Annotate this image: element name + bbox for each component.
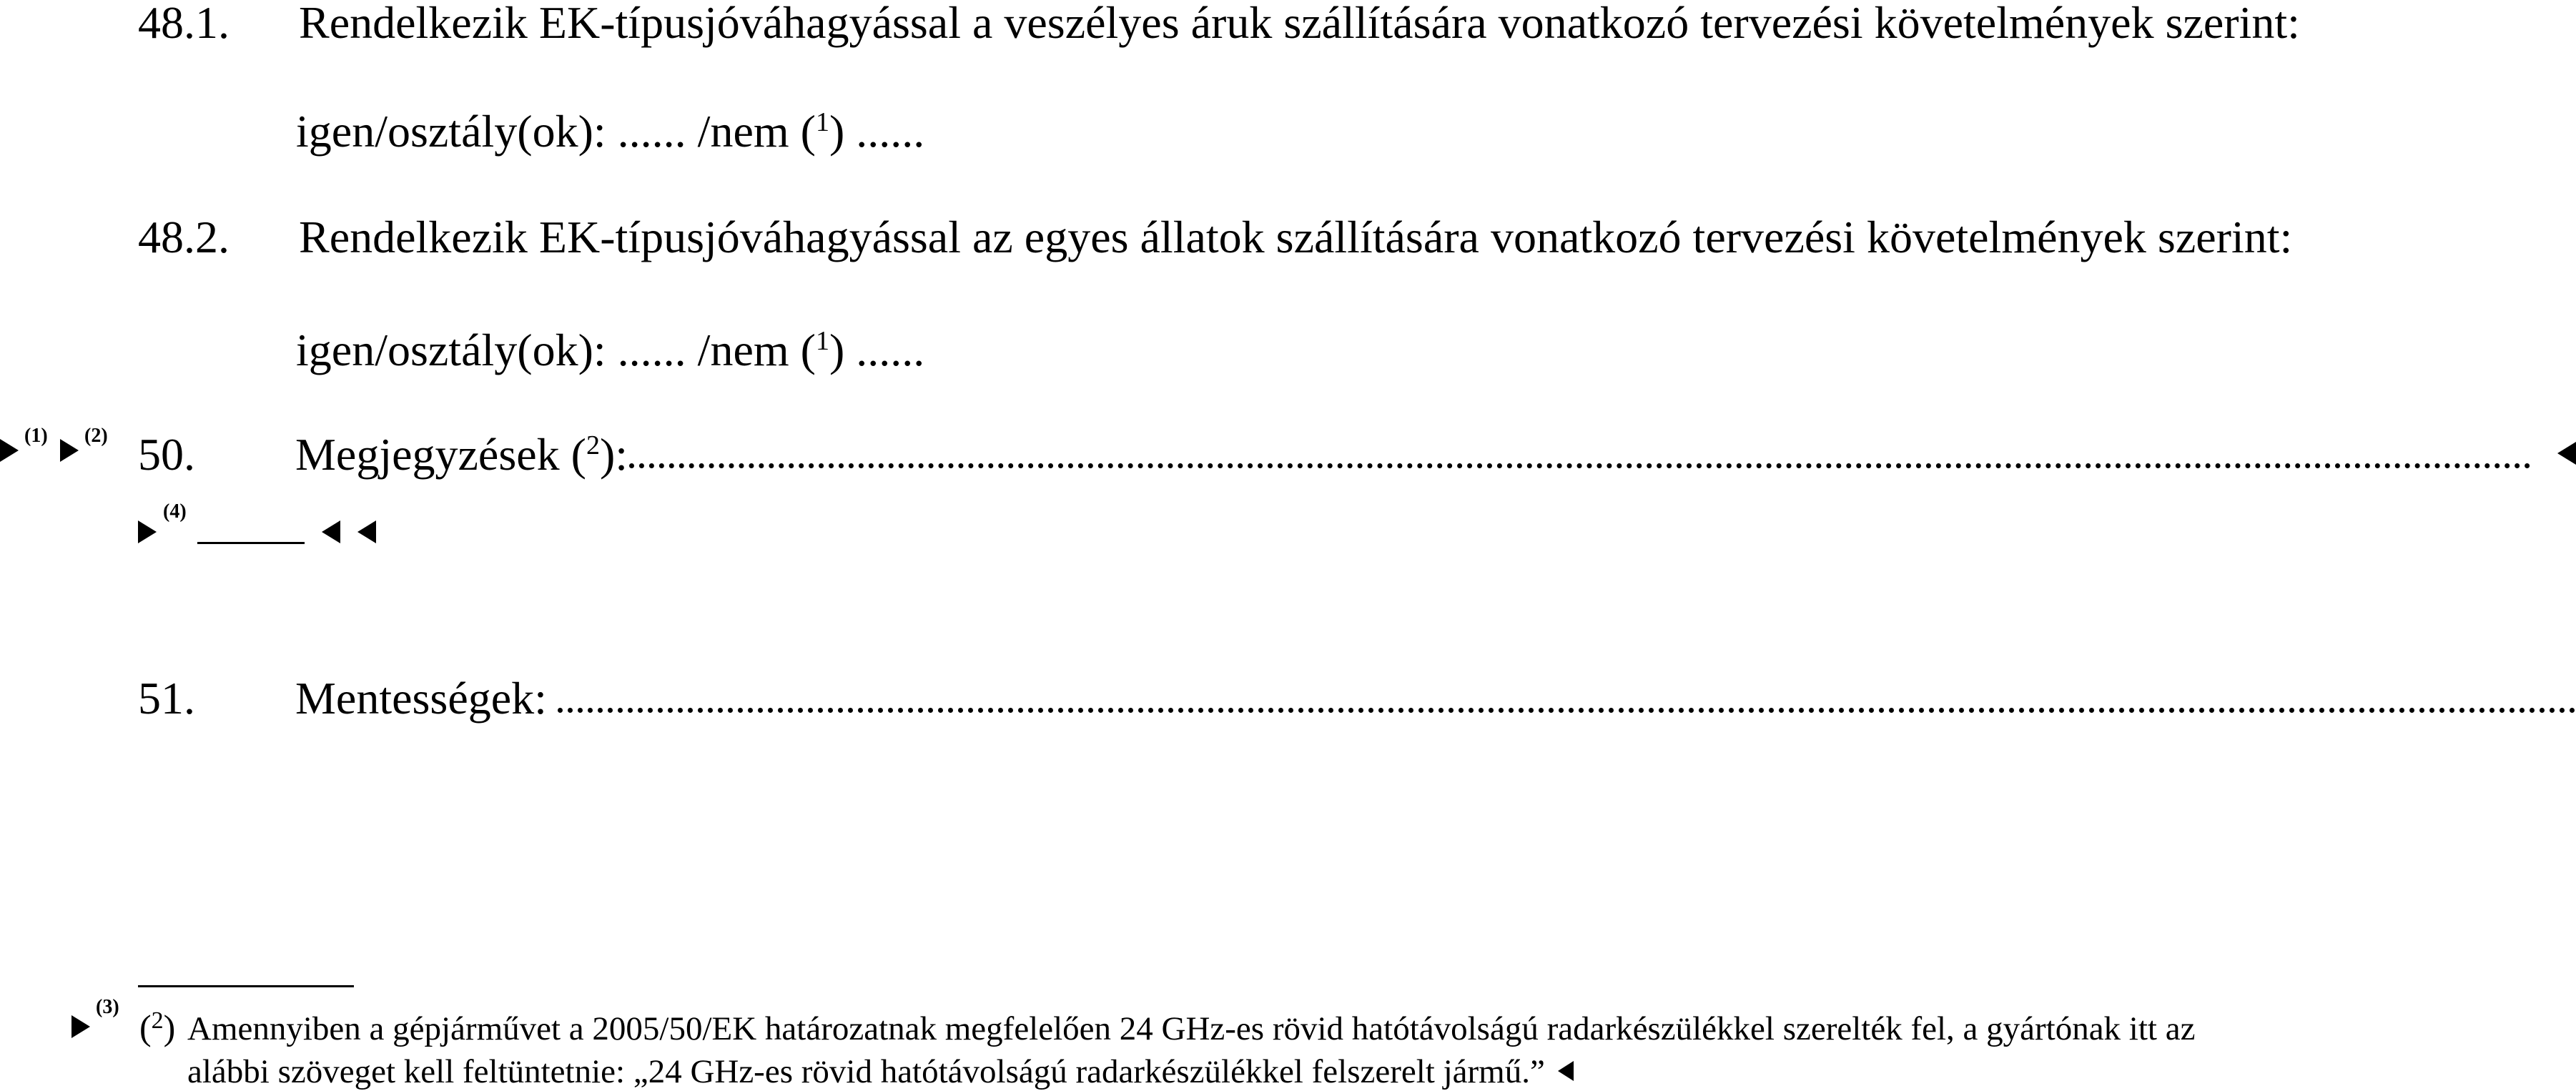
amendment-marker-start-4 bbox=[138, 520, 157, 547]
item-50-number: 50. bbox=[138, 429, 195, 480]
amendment-marker-end-2 bbox=[322, 520, 340, 547]
triangle-right-icon bbox=[60, 439, 79, 462]
amendment-marker-label-1: (1) bbox=[24, 425, 48, 447]
amendment-marker-end-1 bbox=[2557, 442, 2576, 468]
item-48-1-number: 48.1. bbox=[138, 0, 230, 48]
triangle-right-icon bbox=[0, 439, 19, 462]
footnote-ref-open: ( bbox=[139, 1007, 152, 1047]
triangle-left-icon bbox=[2557, 442, 2576, 465]
item-48-1-answer-pre: igen/osztály(ok): ...... /nem ( bbox=[296, 106, 816, 157]
triangle-left-icon bbox=[322, 520, 340, 543]
triangle-right-icon bbox=[138, 520, 157, 543]
amendment-marker-start-2 bbox=[60, 439, 79, 465]
amendment-marker-label-2: (2) bbox=[84, 425, 108, 447]
amendment-marker-label-4: (4) bbox=[163, 500, 187, 523]
triangle-right-icon bbox=[71, 1015, 90, 1038]
amendment-marker-label-3: (3) bbox=[96, 996, 119, 1018]
item-48-2-answer bbox=[296, 327, 924, 373]
item-48-2-answer-post: ) ...... bbox=[829, 325, 925, 375]
item-50-label-ref: 2 bbox=[586, 430, 600, 460]
item-48-1-answer bbox=[296, 106, 925, 157]
item-48-1-answer-ref: 1 bbox=[815, 107, 829, 137]
item-51-label: Mentességek: bbox=[295, 673, 547, 724]
item-50-label-pre: Megjegyzések ( bbox=[295, 429, 586, 480]
footnote-ref bbox=[139, 1009, 175, 1045]
triangle-left-icon bbox=[1558, 1061, 1574, 1081]
footnote-separator bbox=[138, 985, 354, 987]
amendment-marker-end-3 bbox=[357, 520, 376, 547]
item-50-label-post: ): bbox=[599, 429, 628, 480]
amendment-marker-start-3 bbox=[71, 1015, 90, 1042]
item-51-number: 51. bbox=[138, 673, 195, 724]
item-48-1-text: Rendelkezik EK-típusjóváhagyással a veszélyes áruk szállítására vonatkozó tervezési követelmények szerint: bbox=[299, 0, 2300, 48]
footnote-ref-close: ) bbox=[163, 1007, 176, 1047]
item-51-dotted-fill bbox=[558, 708, 2576, 713]
footnote-ref-number: 2 bbox=[151, 1007, 164, 1034]
item-50-blank-line bbox=[197, 542, 305, 544]
item-48-2-answer-pre: igen/osztály(ok): ...... /nem ( bbox=[296, 325, 816, 375]
item-50-label bbox=[295, 429, 628, 480]
item-48-2-number: 48.2. bbox=[138, 212, 230, 262]
triangle-left-icon bbox=[357, 520, 376, 543]
footnote-line-2 bbox=[187, 1055, 1574, 1089]
item-48-2-answer-ref: 1 bbox=[815, 326, 829, 356]
footnote-line-2-text: alábbi szöveget kell feltüntetnie: „24 GHz-es rövid hatótávolságú radarkészülékkel felszerelt jármű.” bbox=[187, 1053, 1545, 1090]
item-48-2-text: Rendelkezik EK-típusjóváhagyással az egyes állatok szállítására vonatkozó tervezési követelmények szerint: bbox=[299, 212, 2293, 262]
item-50-dotted-fill bbox=[629, 463, 2531, 468]
item-48-1-answer-post: ) ...... bbox=[829, 106, 925, 157]
amendment-marker-start-1 bbox=[0, 439, 19, 465]
footnote-line-1: Amennyiben a gépjárművet a 2005/50/EK határozatnak megfelelően 24 GHz-es rövid hatótávolságú radarkészülékkel szerelték fel, a gyártónak itt az bbox=[187, 1010, 2196, 1047]
